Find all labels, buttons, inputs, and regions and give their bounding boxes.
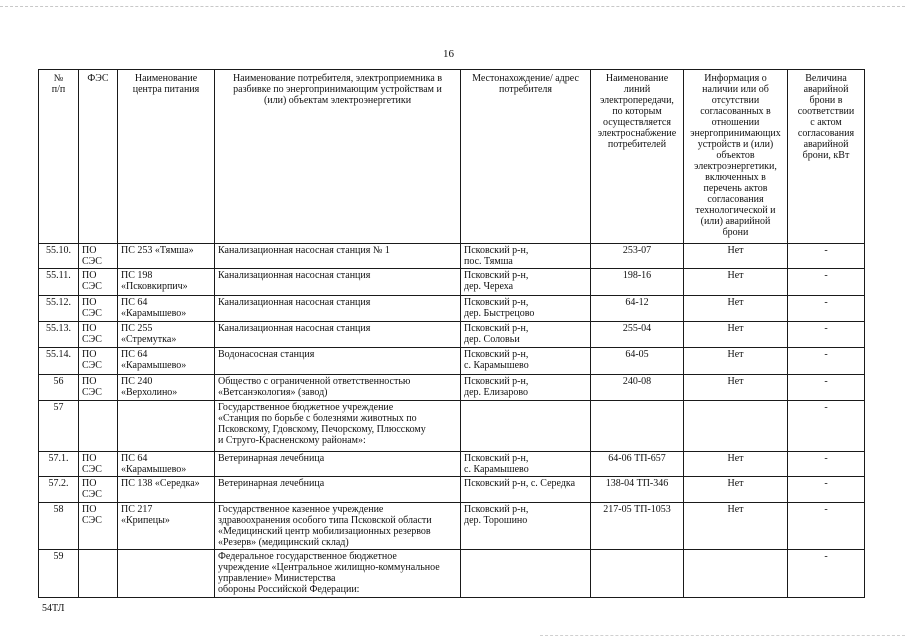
row-number-cell: 55.13. [39, 322, 79, 348]
power-center-cell [118, 401, 215, 452]
header-address: Местонахождение/ адрес потребителя [461, 70, 591, 244]
fes-cell: ПО СЭС [79, 348, 118, 375]
reserve-value-cell: - [788, 375, 865, 401]
fes-cell: ПО СЭС [79, 269, 118, 296]
table-row [39, 452, 865, 477]
fes-cell: ПО СЭС [79, 296, 118, 322]
power-line-cell: 255-04 [591, 322, 684, 348]
table-row [39, 375, 865, 401]
header-consumer: Наименование потребителя, электроприемника в разбивке по энергопринимающим устройствам и (или) объектам электроэнергетики [215, 70, 461, 244]
reserve-info-cell: Нет [684, 322, 788, 348]
row-number-cell: 57.1. [39, 452, 79, 477]
footer-document-code: 54ТЛ [42, 603, 65, 614]
power-center-cell: ПС 255 «Стремутка» [118, 322, 215, 348]
address-cell [461, 401, 591, 452]
row-number-cell: 56 [39, 375, 79, 401]
reserve-value-cell: - [788, 244, 865, 269]
reserve-value-cell: - [788, 452, 865, 477]
reserve-info-cell: Нет [684, 244, 788, 269]
consumer-cell: Государственное бюджетное учреждение «Станция по борьбе с болезнями животных по Псковскому, Гдовскому, Печорскому, Плюсскому и Струго-Красненскому районам»: [215, 401, 461, 452]
reserve-value-cell: - [788, 348, 865, 375]
consumer-cell: Ветеринарная лечебница [215, 477, 461, 503]
table-row [39, 269, 865, 296]
reserve-info-cell: Нет [684, 375, 788, 401]
fes-cell: ПО СЭС [79, 477, 118, 503]
reserve-info-cell: Нет [684, 296, 788, 322]
reserve-value-cell: - [788, 269, 865, 296]
power-center-cell: ПС 198 «Псковкирпич» [118, 269, 215, 296]
reserve-info-cell: Нет [684, 269, 788, 296]
power-center-cell: ПС 64 «Карамышево» [118, 348, 215, 375]
power-center-cell: ПС 240 «Верхолино» [118, 375, 215, 401]
reserve-info-cell [684, 550, 788, 598]
fes-cell: ПО СЭС [79, 452, 118, 477]
table-header-row [39, 70, 865, 244]
power-center-cell: ПС 253 «Тямша» [118, 244, 215, 269]
row-number-cell: 57.2. [39, 477, 79, 503]
table-row [39, 296, 865, 322]
header-reserve-info: Информация о наличии или об отсутствии согласованных в отношении энергопринимающих устройств и (или) объектов электроэнергетики, включенных в перечень актов согласования технологической и (или) аварийной брони [684, 70, 788, 244]
reserve-value-cell: - [788, 503, 865, 550]
reserve-info-cell: Нет [684, 503, 788, 550]
consumer-cell: Федеральное государственное бюджетное учреждение «Центральное жилищно-коммунальное управление» Министерства обороны Российской Федерации: [215, 550, 461, 598]
table-row [39, 348, 865, 375]
power-line-cell: 64-12 [591, 296, 684, 322]
fes-cell [79, 550, 118, 598]
row-number-cell: 55.14. [39, 348, 79, 375]
fes-cell: ПО СЭС [79, 375, 118, 401]
power-line-cell [591, 550, 684, 598]
consumer-cell: Канализационная насосная станция [215, 269, 461, 296]
reserve-info-cell [684, 401, 788, 452]
consumer-cell: Общество с ограниченной ответственностью «Ветсанэкология» (завод) [215, 375, 461, 401]
reserve-info-cell: Нет [684, 348, 788, 375]
header-power-center: Наименование центра питания [118, 70, 215, 244]
row-number-cell: 55.12. [39, 296, 79, 322]
address-cell: Псковский р-н, дер. Елизарово [461, 375, 591, 401]
power-line-cell: 253-07 [591, 244, 684, 269]
table-row [39, 322, 865, 348]
reserve-value-cell: - [788, 401, 865, 452]
power-line-cell: 64-06 ТП-657 [591, 452, 684, 477]
consumer-cell: Канализационная насосная станция [215, 322, 461, 348]
reserve-value-cell: - [788, 550, 865, 598]
consumer-cell: Водонасосная станция [215, 348, 461, 375]
power-center-cell: ПС 217 «Крипецы» [118, 503, 215, 550]
scan-edge-top [0, 6, 905, 7]
power-center-cell: ПС 138 «Середка» [118, 477, 215, 503]
fes-cell: ПО СЭС [79, 322, 118, 348]
power-line-cell [591, 401, 684, 452]
consumer-cell: Канализационная насосная станция [215, 296, 461, 322]
row-number-cell: 57 [39, 401, 79, 452]
address-cell: Псковский р-н, дер. Соловьи [461, 322, 591, 348]
row-number-cell: 58 [39, 503, 79, 550]
energy-consumers-table [38, 69, 865, 598]
row-number-cell: 55.10. [39, 244, 79, 269]
fes-cell: ПО СЭС [79, 503, 118, 550]
header-fes: ФЭС [79, 70, 118, 244]
header-reserve-value: Величина аварийной брони в соответствии с актом согласования аварийной брони, кВт [788, 70, 865, 244]
reserve-info-cell: Нет [684, 452, 788, 477]
row-number-cell: 59 [39, 550, 79, 598]
address-cell: Псковский р-н, дер. Быстрецово [461, 296, 591, 322]
fes-cell: ПО СЭС [79, 244, 118, 269]
power-line-cell: 64-05 [591, 348, 684, 375]
page-number: 16 [443, 48, 454, 60]
power-line-cell: 240-08 [591, 375, 684, 401]
address-cell: Псковский р-н, пос. Тямша [461, 244, 591, 269]
consumer-cell: Государственное казенное учреждение здравоохранения особого типа Псковской области «Медицинский центр мобилизационных резервов «Резерв» (медицинский склад) [215, 503, 461, 550]
power-line-cell: 198-16 [591, 269, 684, 296]
address-cell: Псковский р-н, дер. Торошино [461, 503, 591, 550]
header-row-number: № п/п [39, 70, 79, 244]
address-cell: Псковский р-н, с. Карамышево [461, 348, 591, 375]
address-cell [461, 550, 591, 598]
reserve-value-cell: - [788, 322, 865, 348]
table-row [39, 550, 865, 598]
reserve-value-cell: - [788, 296, 865, 322]
reserve-info-cell: Нет [684, 477, 788, 503]
table-row [39, 503, 865, 550]
table-row [39, 401, 865, 452]
reserve-value-cell: - [788, 477, 865, 503]
table-row [39, 244, 865, 269]
power-line-cell: 138-04 ТП-346 [591, 477, 684, 503]
address-cell: Псковский р-н, дер. Череха [461, 269, 591, 296]
consumer-cell: Ветеринарная лечебница [215, 452, 461, 477]
header-power-line: Наименование линий электропередачи, по которым осуществляется электроснабжение потребителей [591, 70, 684, 244]
scan-edge-bottom [540, 635, 905, 636]
address-cell: Псковский р-н, с. Середка [461, 477, 591, 503]
row-number-cell: 55.11. [39, 269, 79, 296]
table-row [39, 477, 865, 503]
power-center-cell [118, 550, 215, 598]
address-cell: Псковский р-н, с. Карамышево [461, 452, 591, 477]
power-center-cell: ПС 64 «Карамышево» [118, 452, 215, 477]
power-center-cell: ПС 64 «Карамышево» [118, 296, 215, 322]
power-line-cell: 217-05 ТП-1053 [591, 503, 684, 550]
fes-cell [79, 401, 118, 452]
consumer-cell: Канализационная насосная станция № 1 [215, 244, 461, 269]
